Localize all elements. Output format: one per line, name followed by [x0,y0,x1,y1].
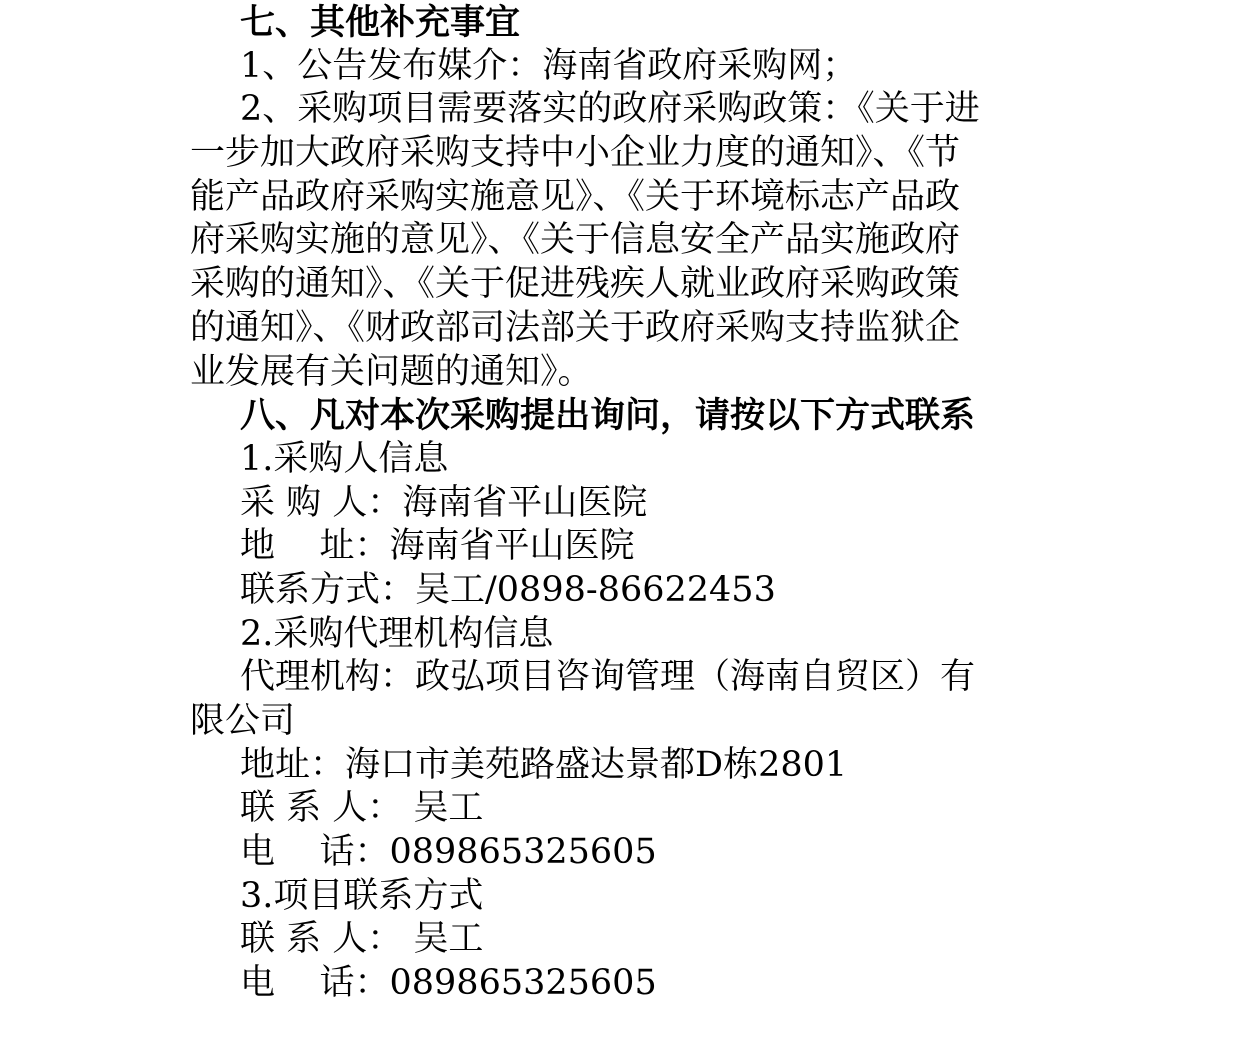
policy-line-2: 一步加大政府采购支持中小企业力度的通知》、《节 [190,133,961,174]
agency-name-line-1: 代理机构：政弘项目咨询管理（海南自贸区）有 [240,657,976,698]
policy-line-3: 能产品政府采购实施意见》、《关于环境标志产品政 [190,176,961,217]
section-8-heading: 八、凡对本次采购提出询问，请按以下方式联系 [240,395,976,437]
agency-phone: 电 话：089865325605 [240,832,657,873]
agency-name-line-2: 限公司 [190,701,296,741]
purchaser-address: 地 址：海南省平山医院 [240,526,635,567]
document-body [190,0,1058,1006]
project-contact-person: 联 系 人： 吴工 [240,919,484,960]
agency-contact-person: 联 系 人： 吴工 [240,788,484,829]
agency-address: 地址：海口市美苑路盛达景都D栋2801 [240,744,848,785]
policy-line-1: 2、采购项目需要落实的政府采购政策：《关于进 [240,89,980,130]
project-phone: 电 话：089865325605 [240,963,657,1004]
policy-line-4: 府采购实施的意见》、《关于信息安全产品实施政府 [190,220,961,261]
purchaser-contact: 联系方式：吴工/0898-86622453 [240,569,776,610]
publication-media: 1、公告发布媒介：海南省政府采购网； [240,45,858,86]
agency-info-title: 2.采购代理机构信息 [240,613,554,654]
policy-line-6: 的通知》、《财政部司法部关于政府采购支持监狱企 [190,307,961,348]
section-7-heading: 七、其他补充事宜 [240,2,521,43]
policy-line-7: 业发展有关问题的通知》。 [190,351,593,392]
policy-line-5: 采购的通知》、《关于促进残疾人就业政府采购政策 [190,264,961,305]
purchaser-info-title: 1.采购人信息 [240,438,449,479]
purchaser-name: 采 购 人：海南省平山医院 [240,482,648,523]
project-contact-title: 3.项目联系方式 [240,875,484,916]
